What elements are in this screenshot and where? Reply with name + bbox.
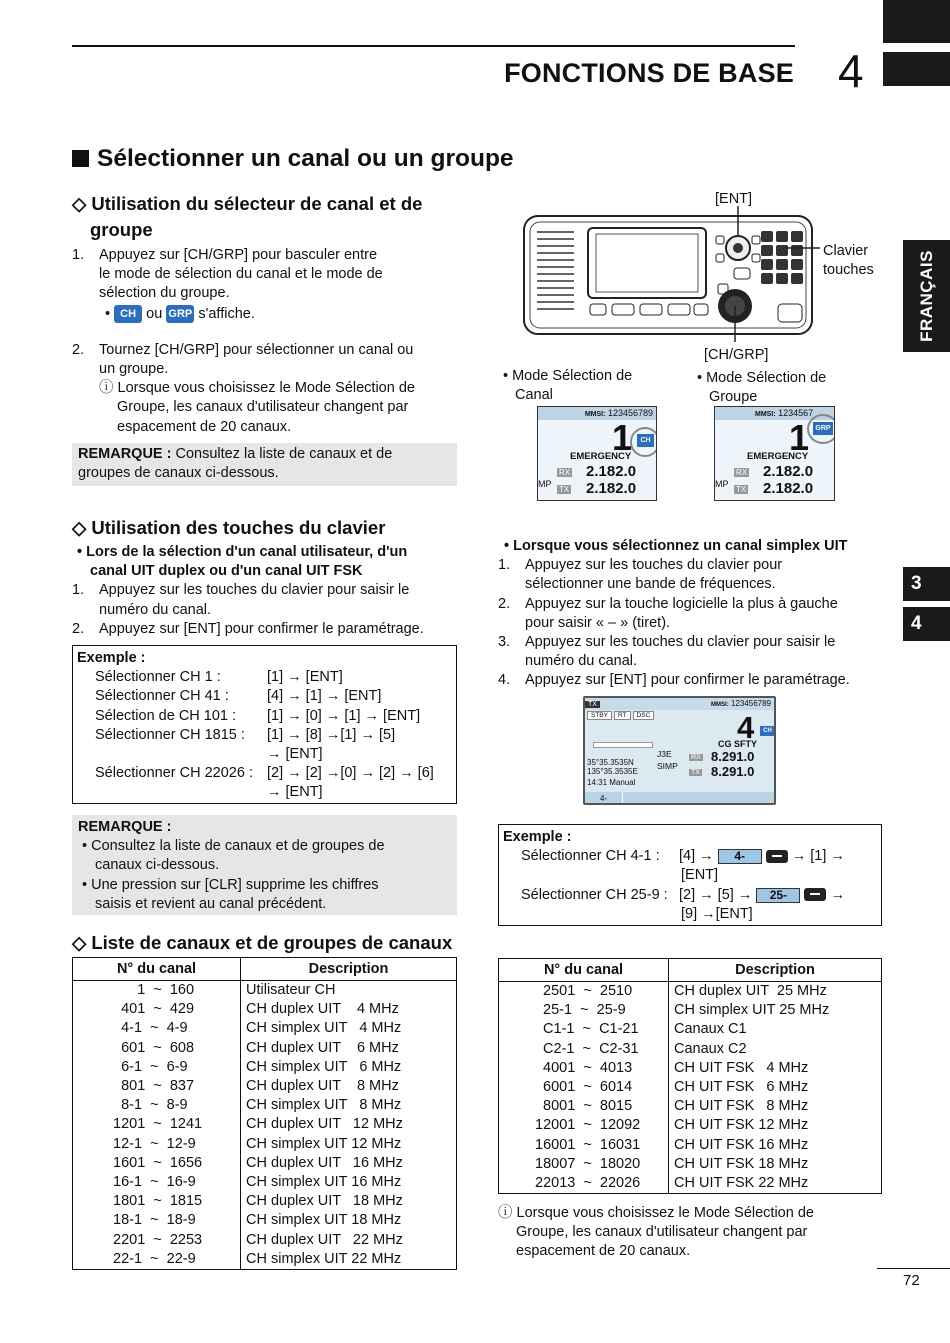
channel-range: 1 ~ 160	[73, 981, 241, 1001]
channel-description: CH UIT FSK 12 MHz	[674, 1117, 809, 1134]
ch-indicator-icon: CH	[114, 305, 142, 323]
channel-description: CH duplex UIT 16 MHz	[246, 1154, 403, 1171]
ent-label: [ENT]	[715, 191, 753, 207]
simplex-block: • Lorsque vous sélectionnez un canal simplex UIT 1. Appuyez sur les touches du clavier pour sélectionner une bande de fréquences. 2. Appuyez sur la touche logicielle la plus à gauche pour saisir « – » (tiret). 3. Appuyez sur les touches du clavier pour saisir le numéro du canal. 4. Appuyez sur [ENT] pour confirmer le paramétrage.	[498, 538, 850, 689]
channel-range: 2501 ~ 2510	[499, 982, 669, 1002]
dash-key-icon	[804, 888, 826, 901]
channel-range: 8-1 ~ 8-9	[73, 1096, 241, 1115]
sub1-note: REMARQUE : Consultez la liste de canaux et de groupes de canaux ci-dessous.	[72, 443, 457, 486]
channel-range: 8001 ~ 8015	[499, 1097, 669, 1116]
table-row	[499, 1136, 882, 1155]
example-row	[77, 668, 452, 687]
channel-table-right	[498, 958, 882, 1194]
example-label	[95, 745, 267, 764]
table-row	[499, 1001, 882, 1020]
table-row	[73, 1135, 457, 1154]
example-row	[77, 687, 452, 706]
example-label: Sélectionner CH 1815 :	[95, 726, 245, 743]
channel-description: CH duplex UIT 6 MHz	[246, 1039, 399, 1056]
corner-block-top	[883, 0, 950, 43]
channel-description: Canaux C2	[674, 1040, 747, 1057]
channel-description: CH simplex UIT 18 MHz	[246, 1212, 402, 1229]
chapter-tab-3[interactable]: 3	[903, 567, 950, 601]
corner-block-bottom	[883, 52, 950, 86]
channel-description: CH duplex UIT 25 MHz	[674, 983, 827, 999]
sub2-example-box: Exemple : Sélectionner CH 1 : [1] → [ENT] Sélectionner CH 41 : [4] → [1] → [ENT] Sélection de CH 101 : [1] → [0] → [1] → [ENT] Sélectionner CH 1815 : [1] → [8] →[1] → [5] → [ENT] Sélectionner CH 22026 : [2] → [2] →[0] → [2] → [6] → [ENT]	[72, 645, 457, 804]
chgrp-label: [CH/GRP]	[704, 347, 769, 363]
example-keys: [2] → [2] →[0] → [2] → [6]	[267, 765, 434, 782]
simplex-screen: TX MMSI: 123456789 STBY RT DSC 4 CH CG SFTY J3E SIMP RX TX 8.291.0 8.291.0 35°35.3535N 135°35.3535E 14:31 Manual 4-	[583, 696, 776, 805]
example-label	[95, 783, 267, 802]
page-title: FONCTIONS DE BASE	[504, 58, 794, 88]
sub1-step2: 2. Tournez [CH/GRP] pour sélectionner un canal ou un groupe. ⓘ Lorsque vous choisissez le Mode Sélection de Groupe, les canaux d'utilisateur changent par espacement de 20 canaux.	[72, 341, 415, 435]
example-row	[77, 707, 452, 726]
page-number-rule	[877, 1268, 950, 1269]
radio-front-panel	[520, 206, 820, 342]
sub2-note: REMARQUE : • Consultez la liste de canaux et de groupes de canaux ci-dessous. • Une pression sur [CLR] supprime les chiffres saisis et revient au canal précédent.	[72, 815, 457, 915]
page-number: 72	[903, 1272, 920, 1289]
channel-range: 1801 ~ 1815	[73, 1192, 241, 1211]
channel-range: 22013 ~ 22026	[499, 1174, 669, 1194]
channel-description: CH duplex UIT 22 MHz	[246, 1231, 403, 1248]
table-row	[73, 1231, 457, 1250]
ch-indicator-icon: CH	[637, 434, 654, 447]
channel-description: CH UIT FSK 16 MHz	[674, 1136, 809, 1153]
chapter-tab-4[interactable]: 4	[903, 607, 950, 641]
section-title: Sélectionner un canal ou un groupe	[72, 145, 514, 173]
table-row	[73, 1173, 457, 1192]
channel-description: CH UIT FSK 22 MHz	[674, 1175, 809, 1192]
sub2-block	[72, 515, 467, 639]
channel-description: CH UIT FSK 8 MHz	[674, 1098, 809, 1115]
channel-range: 16001 ~ 16031	[499, 1136, 669, 1155]
dash-key-icon	[766, 850, 788, 863]
table-row	[499, 982, 882, 1002]
language-label: FRANÇAIS	[916, 250, 936, 342]
grp-indicator-icon: GRP	[813, 422, 833, 435]
example-keys: [1] → [ENT]	[267, 669, 343, 686]
table-row	[73, 1211, 457, 1230]
square-bullet-icon	[72, 150, 89, 167]
table-row	[73, 1154, 457, 1173]
softkey-4-dash: 4-	[718, 849, 762, 864]
groupe-mode-screen: MMSI: 1234567 1 EMERGENCY RX 2.182.0 MP TX 2.182.0 GRP	[714, 406, 835, 501]
example-keys: [4] → [1] → [ENT]	[267, 688, 382, 705]
channel-range: 4001 ~ 4013	[499, 1059, 669, 1078]
col-header-description: Description	[241, 958, 457, 981]
table-row	[499, 1155, 882, 1174]
channel-range: 4-1 ~ 4-9	[73, 1019, 241, 1038]
example-keys: [1] → [8] →[1] → [5]	[267, 726, 396, 743]
channel-range: 12-1 ~ 12-9	[73, 1135, 241, 1154]
channel-range: C2-1 ~ C2-31	[499, 1040, 669, 1059]
channel-description: CH duplex UIT 12 MHz	[246, 1116, 403, 1133]
table-row	[73, 1250, 457, 1270]
channel-description: CH duplex UIT 18 MHz	[246, 1193, 403, 1210]
example-keys: [1] → [0] → [1] → [ENT]	[267, 707, 421, 724]
channel-range: 2201 ~ 2253	[73, 1231, 241, 1250]
table-row	[73, 1077, 457, 1096]
language-tab[interactable]	[903, 240, 950, 352]
channel-range: C1-1 ~ C1-21	[499, 1020, 669, 1039]
example-keys: → [ENT]	[267, 746, 323, 763]
sub1-block	[72, 191, 462, 437]
channel-description: CH simplex UIT 8 MHz	[246, 1097, 402, 1114]
example-label: Sélection de CH 101 :	[95, 707, 237, 724]
channel-range: 18-1 ~ 18-9	[73, 1211, 241, 1230]
example-label: Sélectionner CH 1 :	[95, 669, 221, 686]
channel-description: CH UIT FSK 6 MHz	[674, 1079, 809, 1096]
table-row	[73, 1058, 457, 1077]
channel-range: 6-1 ~ 6-9	[73, 1058, 241, 1077]
table-row	[499, 1097, 882, 1116]
sub1-step1: 1. Appuyez sur [CH/GRP] pour basculer entre le mode de sélection du canal et le mode de sélection du groupe. • CH ou GRP s'affiche.	[72, 247, 383, 322]
example-label: Sélectionner CH 22026 :	[95, 765, 253, 782]
table-row	[499, 1078, 882, 1097]
softkey-25-dash: 25-	[756, 888, 800, 903]
channel-description: CH simplex UIT 12 MHz	[246, 1135, 402, 1152]
table-row	[73, 1096, 457, 1115]
channel-description: CH simplex UIT 22 MHz	[246, 1250, 402, 1267]
table-row	[499, 1116, 882, 1135]
simplex-example-box: Exemple : Sélectionner CH 4-1 : [4] → 4- → [1] → [ENT] Sélectionner CH 25-9 : [2] → [5] → 25- → [9] →[ENT]	[498, 824, 882, 926]
table-row	[73, 1019, 457, 1038]
channel-description: CH UIT FSK 18 MHz	[674, 1155, 809, 1172]
table-row	[73, 1115, 457, 1134]
table-row	[73, 981, 457, 1001]
channel-range: 16-1 ~ 16-9	[73, 1173, 241, 1192]
bottom-info: ⓘ Lorsque vous choisissez le Mode Sélection de Groupe, les canaux d'utilisateur changent par espacement de 20 canaux.	[498, 1205, 814, 1260]
grp-indicator-icon: GRP	[166, 305, 194, 323]
example-keys: → [ENT]	[267, 784, 323, 801]
table-row	[499, 1174, 882, 1194]
channel-range: 401 ~ 429	[73, 1000, 241, 1019]
channel-description: CH duplex UIT 4 MHz	[246, 1001, 399, 1018]
example-row	[77, 764, 452, 783]
channel-range: 22-1 ~ 22-9	[73, 1250, 241, 1270]
channel-description: CH UIT FSK 4 MHz	[674, 1059, 809, 1076]
chapter-number: 4	[838, 45, 864, 97]
example-row	[77, 745, 452, 764]
channel-range: 801 ~ 837	[73, 1077, 241, 1096]
sub2-title: ◇ Utilisation des touches du clavier	[72, 517, 386, 538]
sub2-bullet: • Lors de la sélection d'un canal utilisateur, d'un canal UIT duplex ou d'un canal UIT FSK	[77, 544, 408, 580]
channel-range: 12001 ~ 12092	[499, 1116, 669, 1135]
mode-canal-label: • Mode Sélection de Canal	[503, 368, 633, 404]
channel-description: Utilisateur CH	[246, 982, 336, 998]
channel-description: CH simplex UIT 4 MHz	[246, 1020, 402, 1037]
sub2-steps: 1. Appuyez sur les touches du clavier pour saisir le numéro du canal. 2. Appuyez sur [ENT] pour confirmer le paramétrage.	[72, 582, 424, 637]
table-row	[499, 1020, 882, 1039]
sub1-title: ◇ Utilisation du sélecteur de canal et de groupe	[72, 193, 423, 240]
channel-description: CH simplex UIT 16 MHz	[246, 1174, 402, 1191]
channel-description: CH duplex UIT 8 MHz	[246, 1078, 399, 1095]
header-rule	[72, 45, 795, 47]
channel-table-left	[72, 957, 457, 1270]
col-header-channel: N° du canal	[73, 958, 241, 981]
channel-range: 601 ~ 608	[73, 1039, 241, 1058]
channel-description: Canaux C1	[674, 1021, 747, 1038]
channel-range: 1201 ~ 1241	[73, 1115, 241, 1134]
example-label: Sélectionner CH 41 :	[95, 688, 229, 705]
table-row	[499, 1040, 882, 1059]
col-header-description: Description	[669, 959, 882, 982]
channel-description: CH simplex UIT 6 MHz	[246, 1058, 402, 1075]
channel-range: 6001 ~ 6014	[499, 1078, 669, 1097]
channel-description: CH simplex UIT 25 MHz	[674, 1002, 830, 1019]
channel-range: 18007 ~ 18020	[499, 1155, 669, 1174]
table-row	[73, 1039, 457, 1058]
table-row	[499, 1059, 882, 1078]
table-row	[73, 1192, 457, 1211]
clavier-label: Clavier touches	[823, 243, 874, 279]
example-row	[77, 726, 452, 745]
channel-range: 1601 ~ 1656	[73, 1154, 241, 1173]
mode-groupe-label: • Mode Sélection de Groupe	[697, 370, 827, 406]
canal-mode-screen: MMSI: 123456789 1 EMERGENCY RX 2.182.0 MP TX 2.182.0 CH	[537, 406, 657, 501]
col-header-channel: N° du canal	[499, 959, 669, 982]
sub3-title: ◇ Liste de canaux et de groupes de canaux	[72, 932, 453, 953]
channel-range: 25-1 ~ 25-9	[499, 1001, 669, 1020]
example-row	[77, 783, 452, 802]
table-row	[73, 1000, 457, 1019]
